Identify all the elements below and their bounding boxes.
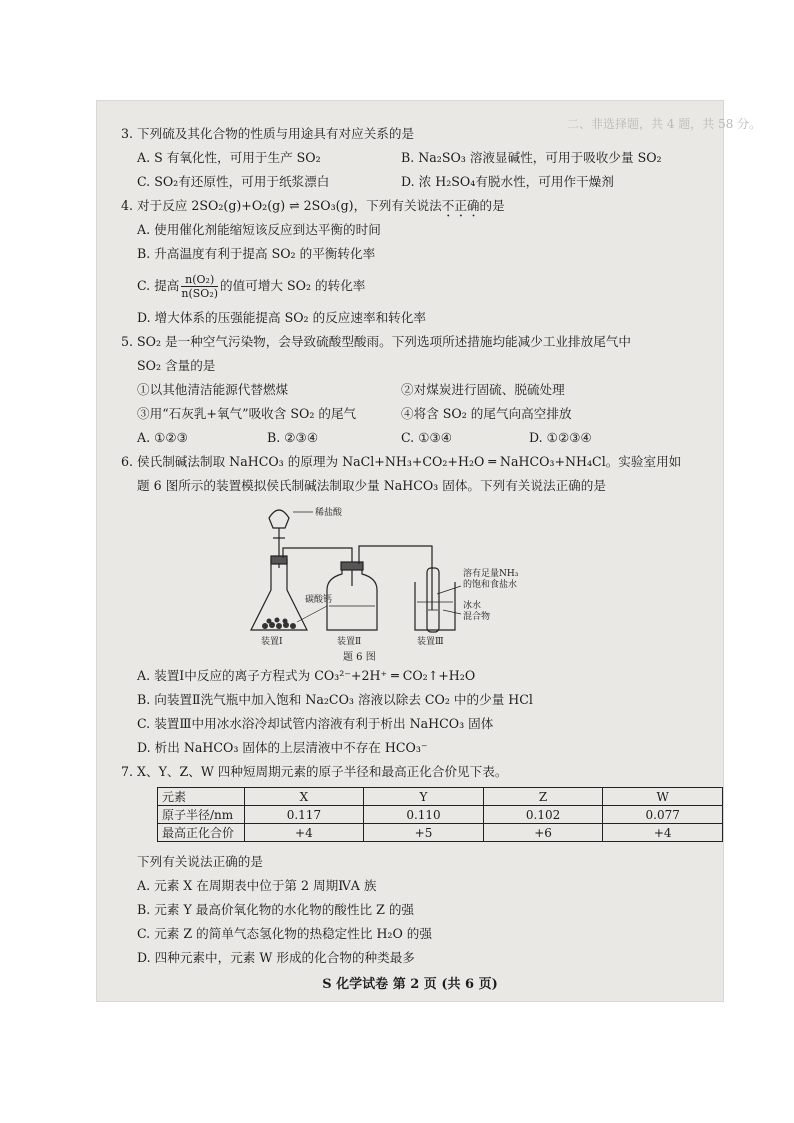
q3-option-d: D. 浓 H₂SO₄有脱水性，可用作干燥剂 — [401, 174, 614, 189]
label-nh3-solution-2: 的饱和食盐水 — [463, 580, 518, 590]
table-cell: W — [603, 788, 723, 806]
apparatus-figure — [247, 498, 567, 663]
table-cell: 0.110 — [364, 806, 484, 824]
q4-option-d: D. 增大体系的压强能提高 SO₂ 的反应速率和转化率 — [137, 310, 426, 325]
label-ice-water-1: 冰水 — [463, 601, 482, 611]
q4-option-b: B. 升高温度有利于提高 SO₂ 的平衡转化率 — [137, 246, 376, 261]
bleed-through: 二、非选择题，共 4 题，共 58 分。 — [567, 117, 762, 131]
q6-option-c: C. 装置Ⅲ中用冰水浴冷却试管内溶液有利于析出 NaHCO₃ 固体 — [137, 716, 494, 731]
q5-item-3: ③用“石灰乳+氧气”吸收含 SO₂ 的尾气 — [137, 406, 357, 421]
q6-stem-line2: 题 6 图所示的装置模拟侯氏制碱法制取少量 NaHCO₃ 固体。下列有关说法正确的是 — [137, 478, 606, 493]
table-header-row — [158, 788, 723, 806]
separatory-funnel — [269, 510, 289, 528]
q6-option-b: B. 向装置Ⅱ洗气瓶中加入饱和 Na₂CO₃ 溶液以除去 CO₂ 中的少量 HCl — [137, 692, 533, 707]
table-cell: +5 — [364, 824, 484, 842]
q7-option-b: B. 元素 Y 最高价氧化物的水化物的酸性比 Z 的强 — [137, 902, 415, 917]
page-footer: S 化学试卷 第 2 页 (共 6 页) — [322, 977, 498, 992]
q5-stem-line1: 5. SO₂ 是一种空气污染物，会导致硫酸型酸雨。下列选项所述措施均能减少工业排放尾气中 — [121, 334, 631, 349]
table-cell: +4 — [244, 824, 364, 842]
q6-stem-line1: 6. 侯氏制碱法制取 NaHCO₃ 的原理为 NaCl+NH₃+CO₂+H₂O ═ NaHCO₃+NH₄Cl。实验室用如 — [121, 454, 682, 469]
q5-item-2: ②对煤炭进行固硫、脱硫处理 — [401, 382, 565, 397]
fraction: $\frac{\text{n(O₂)}}{\text{n(SO₂)}}$ — [181, 273, 219, 300]
label-nh3-solution-1: 溶有足量NH₃ — [463, 569, 519, 579]
table-cell: Z — [483, 788, 603, 806]
q3-option-b: B. Na₂SO₃ 溶液显碱性，可用于吸收少量 SO₂ — [401, 150, 662, 165]
q5-option-b: B. ②③④ — [267, 430, 319, 445]
q5-item-4: ④将含 SO₂ 的尾气向高空排放 — [401, 406, 572, 421]
table-cell: 原子半径/nm — [158, 806, 245, 824]
element-data-table — [157, 787, 723, 842]
label-apparatus-1: 装置Ⅰ — [261, 637, 283, 647]
label-dilute-hcl: 稀盐酸 — [315, 508, 343, 518]
q6-option-a: A. 装置Ⅰ中反应的离子方程式为 CO₃²⁻+2H⁺ ═ CO₂↑+H₂O — [137, 668, 476, 683]
q7-stem: 7. X、Y、Z、W 四种短周期元素的原子半径和最高正化合价见下表。 — [121, 764, 508, 779]
q5-option-a: A. ①②③ — [137, 430, 188, 445]
label-apparatus-2: 装置Ⅱ — [337, 637, 362, 647]
q3-option-c: C. SO₂有还原性，可用于纸浆漂白 — [137, 174, 330, 189]
figure-caption: 题 6 图 — [343, 652, 376, 663]
exam-page — [97, 101, 762, 1001]
table-cell: +4 — [603, 824, 723, 842]
table-cell: 元素 — [158, 788, 245, 806]
table-cell: 0.117 — [244, 806, 364, 824]
table-row — [158, 824, 723, 842]
q3-option-a: A. S 有氧化性，可用于生产 SO₂ — [137, 150, 321, 165]
q5-item-1: ①以其他清洁能源代替燃煤 — [137, 382, 289, 397]
q7-sub-stem: 下列有关说法正确的是 — [137, 854, 263, 869]
emphasis-not-correct: 不正确 — [441, 198, 480, 213]
label-apparatus-3: 装置Ⅲ — [417, 637, 444, 647]
table-cell: X — [244, 788, 364, 806]
q5-stem-line2: SO₂ 含量的是 — [137, 358, 216, 373]
q7-option-d: D. 四种元素中，元素 W 形成的化合物的种类最多 — [137, 950, 415, 965]
q6-option-d: D. 析出 NaHCO₃ 固体的上层清液中不存在 HCO₃⁻ — [137, 740, 428, 755]
table-cell: 最高正化合价 — [158, 824, 245, 842]
q4-stem: 4. 对于反应 2SO₂(g)+O₂(g) ⇌ 2SO₃(g)，下列有关说法不正确的是 — [121, 198, 505, 213]
q7-option-a: A. 元素 X 在周期表中位于第 2 周期ⅣA 族 — [137, 878, 377, 893]
q5-option-d: D. ①②③④ — [529, 430, 592, 445]
q5-option-c: C. ①③④ — [401, 430, 453, 445]
q4-option-a: A. 使用催化剂能缩短该反应到达平衡的时间 — [137, 222, 381, 237]
table-cell: Y — [364, 788, 484, 806]
table-cell: 0.102 — [483, 806, 603, 824]
ice-bath-beaker — [415, 582, 455, 630]
q3-stem: 3. 下列硫及其化合物的性质与用途具有对应关系的是 — [121, 126, 415, 141]
table-cell: 0.077 — [603, 806, 723, 824]
label-ice-water-2: 混合物 — [463, 612, 491, 622]
table-row — [158, 806, 723, 824]
table-cell: +6 — [483, 824, 603, 842]
q4-option-c: C. 提高 $\frac{\text{n(O₂)}}{\text{n(SO₂)}}$ 的值可增大 SO₂ 的转化率 — [137, 273, 366, 300]
label-calcium-carbonate: 碳酸钙 — [305, 595, 333, 605]
q7-option-c: C. 元素 Z 的简单气态氢化物的热稳定性比 H₂O 的强 — [137, 926, 432, 941]
